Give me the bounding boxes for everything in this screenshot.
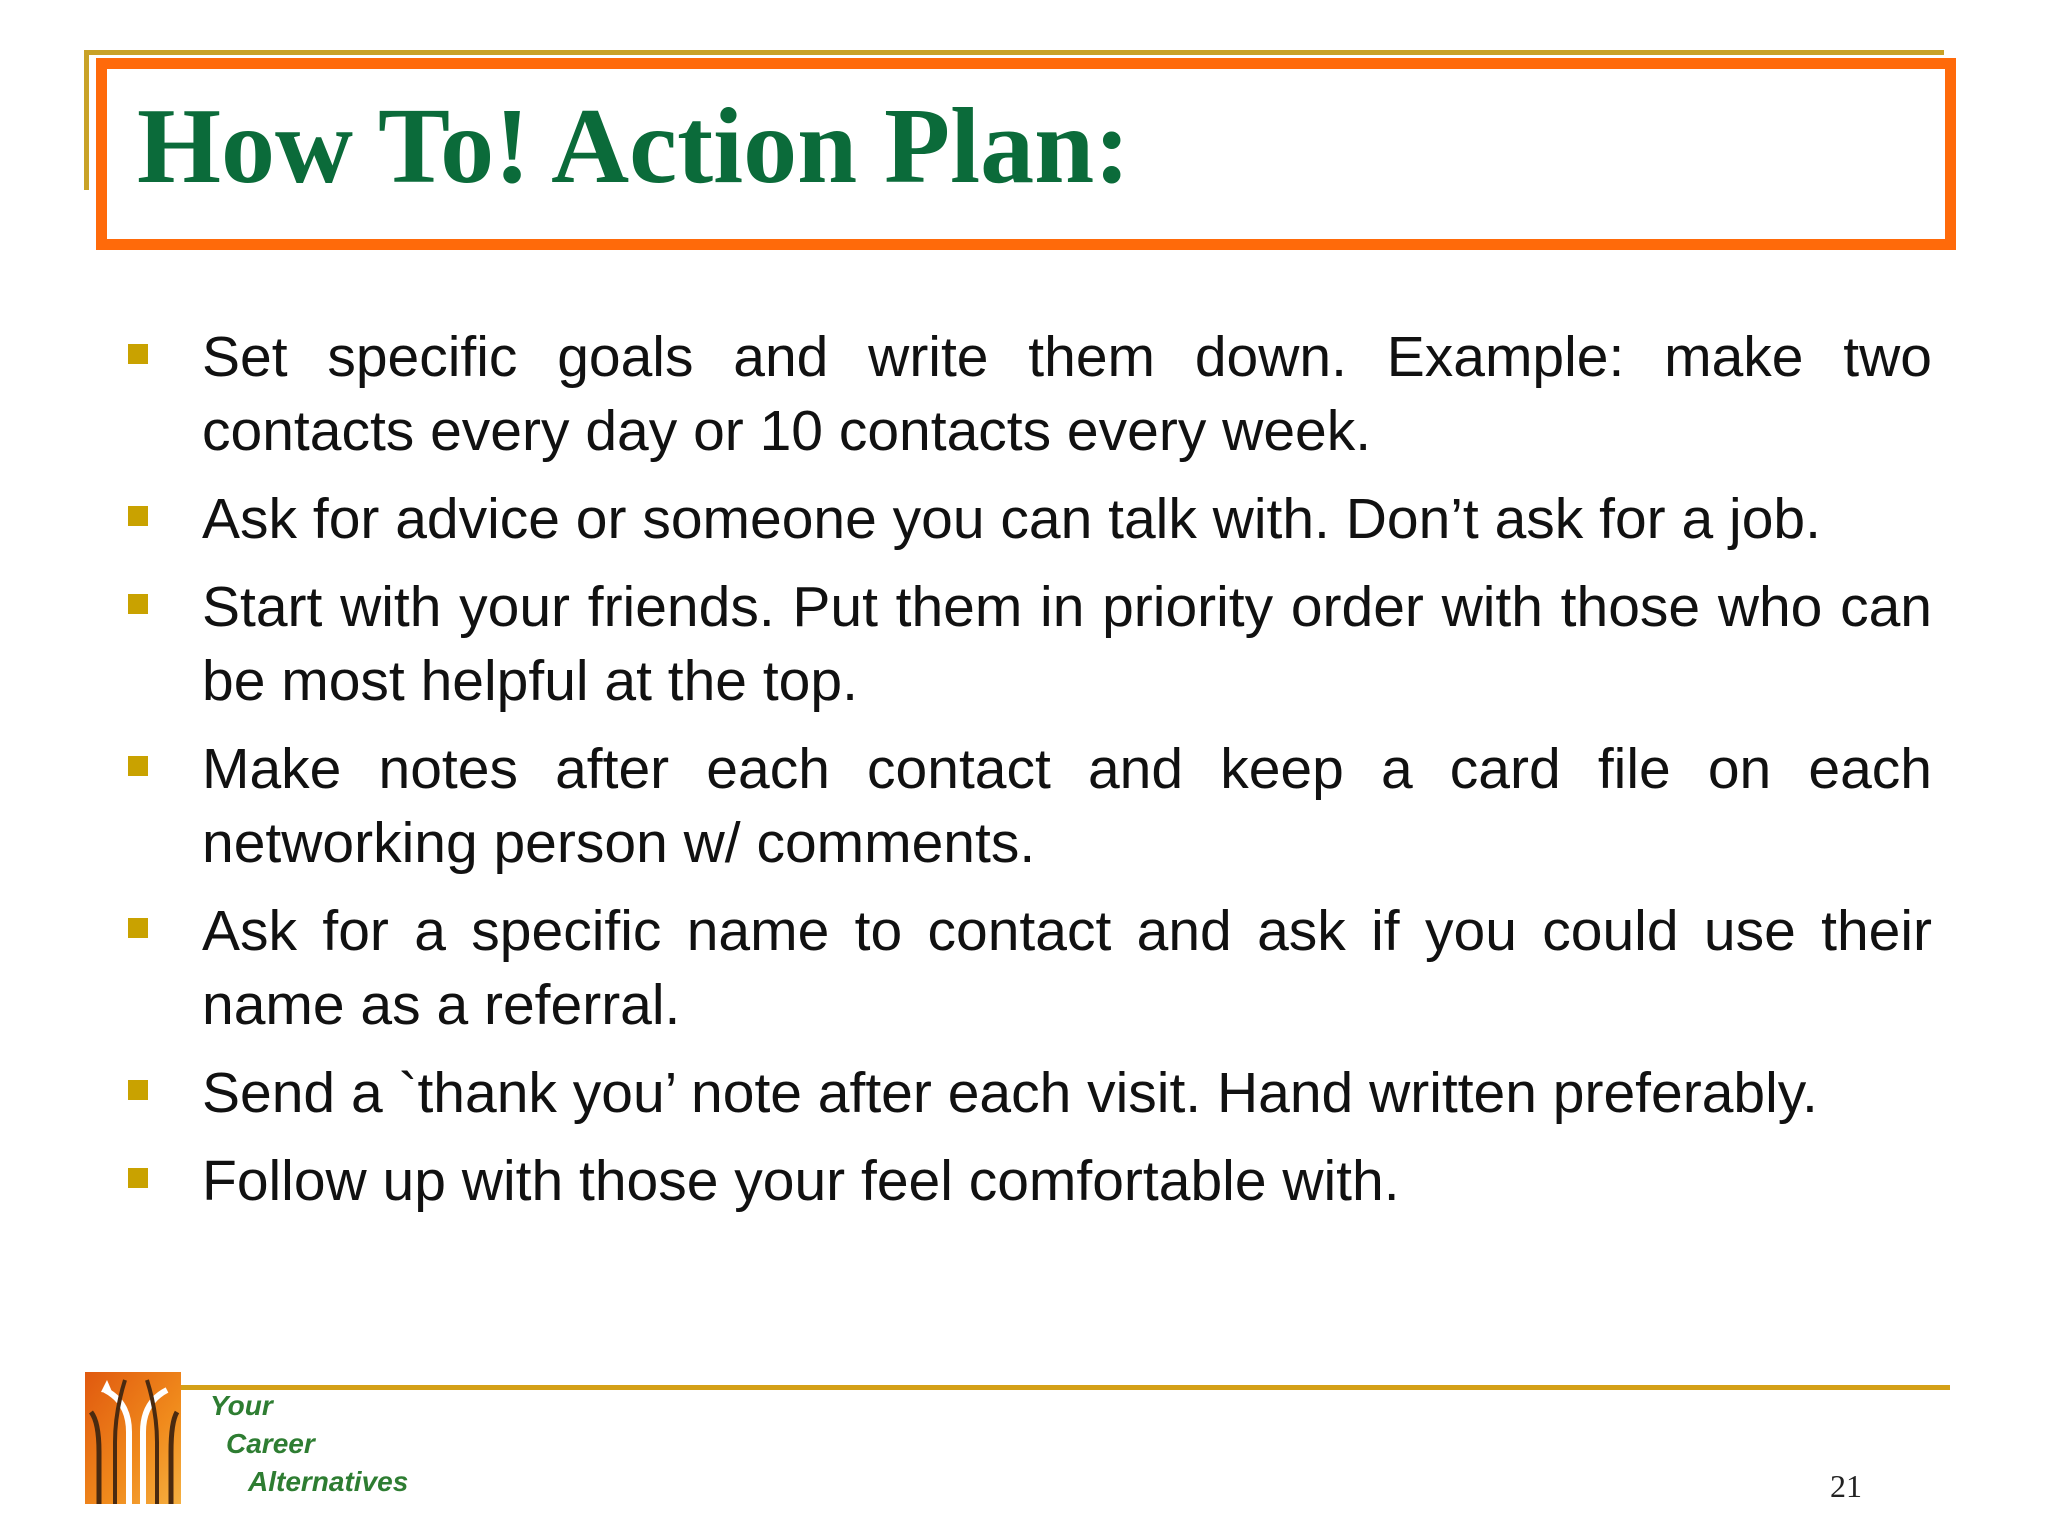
bullet-item: [120, 320, 1932, 468]
bullet-text: Make notes after each contact and keep a card file on each networking person w/ comments.: [202, 737, 1932, 875]
title-gold-accent-top: [84, 50, 1944, 55]
bullet-item: [120, 894, 1932, 1042]
footer-gold-line: [180, 1385, 1950, 1390]
bullet-item: [120, 732, 1932, 880]
brand-line-career: Career: [226, 1428, 315, 1459]
brand-line-alternatives: Alternatives: [248, 1466, 409, 1497]
square-bullet-icon: [128, 1168, 148, 1188]
square-bullet-icon: [128, 756, 148, 776]
career-paths-logo-icon: [85, 1372, 181, 1504]
square-bullet-icon: [128, 344, 148, 364]
page-number: 21: [1830, 1468, 1862, 1504]
title-box: [96, 58, 1956, 250]
bullet-item: [120, 1144, 1932, 1218]
square-bullet-icon: [128, 506, 148, 526]
bullet-item: [120, 570, 1932, 718]
bullet-item: [120, 482, 1932, 556]
brand-line-your: Your: [210, 1390, 273, 1421]
square-bullet-icon: [128, 918, 148, 938]
bullet-text: Follow up with those your feel comfortable with.: [202, 1149, 1400, 1213]
title-gold-accent-left: [84, 50, 89, 190]
bullet-item: [120, 1056, 1932, 1130]
slide-title: How To! Action Plan:: [137, 87, 1131, 206]
bullet-text: Send a `thank you’ note after each visit. Hand written preferably.: [202, 1061, 1818, 1125]
square-bullet-icon: [128, 594, 148, 614]
bullet-text: Ask for a specific name to contact and ask if you could use their name as a referral.: [202, 899, 1932, 1037]
bullet-text: Start with your friends. Put them in priority order with those who can be most helpful at the top.: [202, 575, 1932, 713]
bullet-text: Ask for advice or someone you can talk with. Don’t ask for a job.: [202, 487, 1821, 551]
square-bullet-icon: [128, 1080, 148, 1100]
bullet-list: [120, 320, 1932, 1232]
bullet-text: Set specific goals and write them down. Example: make two contacts every day or 10 contacts every week.: [202, 325, 1932, 463]
